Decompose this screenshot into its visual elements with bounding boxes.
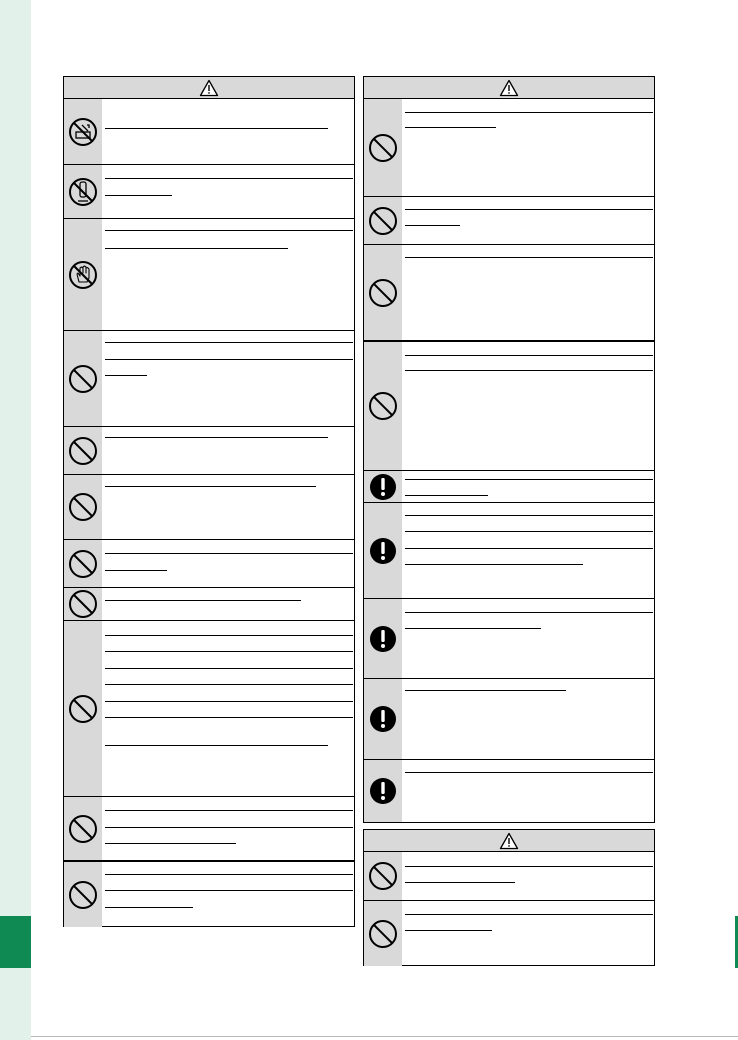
prohibited-icon — [68, 364, 98, 394]
table-row — [64, 474, 354, 539]
no-touch-icon — [68, 260, 98, 290]
no-exposure-icon — [68, 177, 98, 207]
prohibited-icon — [68, 814, 98, 844]
table-row — [64, 218, 354, 330]
table-row — [64, 587, 354, 620]
row-text — [402, 679, 654, 759]
row-text — [102, 165, 354, 218]
table-row — [64, 98, 354, 164]
table-row — [364, 98, 654, 196]
prohibited-icon — [68, 880, 98, 910]
table-row — [364, 598, 654, 678]
right-warning-table — [363, 76, 655, 823]
right-caution-table — [363, 829, 655, 966]
mandatory-icon — [368, 704, 398, 734]
table-row — [364, 678, 654, 759]
row-text — [102, 331, 354, 426]
table-row — [364, 244, 654, 340]
row-text — [402, 901, 654, 966]
row-text — [402, 599, 654, 678]
mandatory-icon — [368, 776, 398, 806]
prohibited-icon — [68, 589, 98, 619]
table-row — [64, 539, 354, 587]
row-text — [402, 342, 654, 470]
row-text — [102, 621, 354, 796]
warning-triangle-icon — [199, 79, 219, 97]
row-text — [402, 852, 654, 900]
table-row — [64, 796, 354, 860]
mandatory-icon — [368, 536, 398, 566]
table-header — [364, 77, 654, 99]
table-header — [64, 77, 354, 99]
row-text — [402, 197, 654, 244]
row-text — [102, 99, 354, 164]
table-row — [64, 330, 354, 426]
table-row — [64, 620, 354, 796]
prohibited-icon — [68, 436, 98, 466]
table-row — [364, 851, 654, 900]
prohibited-icon — [368, 391, 398, 421]
table-row — [364, 340, 654, 470]
no-disassembly-icon — [68, 117, 98, 147]
prohibited-icon — [368, 206, 398, 236]
table-row — [364, 900, 654, 966]
row-text — [102, 588, 354, 620]
table-header — [364, 830, 654, 852]
row-text — [102, 427, 354, 474]
bottom-rule — [31, 1036, 738, 1037]
table-row — [364, 502, 654, 598]
table-row — [64, 860, 354, 927]
prohibited-icon — [368, 919, 398, 949]
prohibited-icon — [68, 492, 98, 522]
row-text — [102, 862, 354, 927]
row-text — [402, 245, 654, 340]
prohibited-icon — [368, 278, 398, 308]
warning-triangle-icon — [499, 79, 519, 97]
row-text — [102, 475, 354, 539]
row-text — [402, 760, 654, 822]
section-tab[interactable] — [0, 916, 31, 968]
side-strip — [0, 0, 31, 1040]
table-row — [364, 759, 654, 822]
prohibited-icon — [68, 694, 98, 724]
mandatory-icon — [368, 624, 398, 654]
row-text — [402, 99, 654, 196]
warning-triangle-icon — [499, 832, 519, 850]
table-row — [64, 426, 354, 474]
row-text — [402, 503, 654, 598]
left-warning-table — [63, 76, 355, 927]
mandatory-icon — [368, 472, 398, 502]
row-text — [102, 219, 354, 330]
row-text — [402, 471, 654, 502]
table-row — [364, 196, 654, 244]
row-text — [102, 540, 354, 587]
prohibited-icon — [368, 133, 398, 163]
prohibited-icon — [68, 549, 98, 579]
table-row — [364, 470, 654, 502]
prohibited-icon — [368, 861, 398, 891]
row-text — [102, 797, 354, 860]
table-row — [64, 164, 354, 218]
